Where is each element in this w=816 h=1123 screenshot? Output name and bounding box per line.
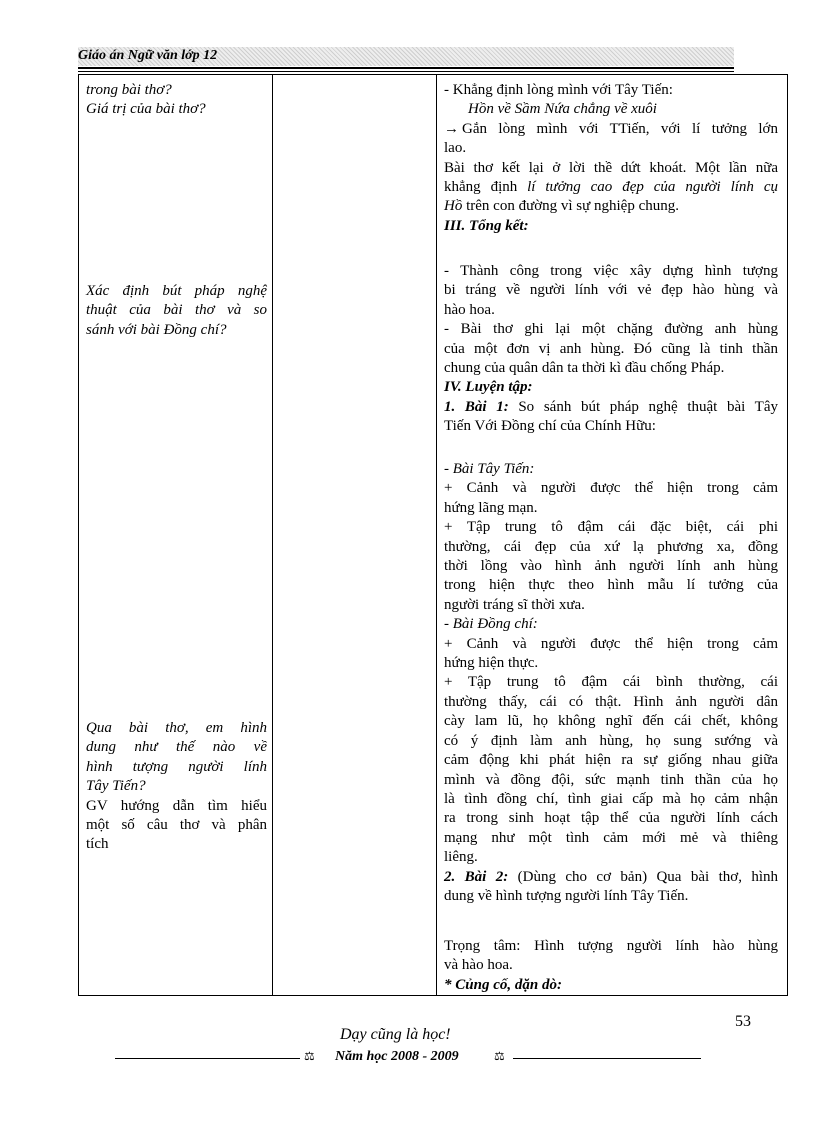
text-line: và hào hoa.: [444, 957, 513, 974]
text-line: Gắn lòng mình với TTiến, với lí tưởng lớn: [462, 120, 778, 137]
scale-ornament-icon: ⚖: [304, 1049, 315, 1063]
text-line: cày lam lũ, họ không nghĩ đến cái chết, không: [444, 713, 778, 730]
column-divider: [272, 74, 273, 996]
text-line: mình và đồng đội, sức mạnh tinh thần của họ: [444, 771, 778, 788]
text-line: tích: [86, 836, 109, 853]
subheading: - Bài Tây Tiến:: [444, 461, 535, 477]
teacher-question-block: [86, 719, 267, 855]
text-line: Trọng tâm: Hình tượng người lính hào hùng: [444, 938, 778, 954]
text-line: + Cảnh và người được thể hiện trong cảm: [444, 635, 778, 652]
footer-rule-right: [513, 1058, 701, 1059]
closing-heading: * Củng cố, dặn dò:: [444, 976, 562, 993]
text-line: + Tập trung tô đậm cái bình thường, cái: [444, 674, 778, 691]
text-line: [444, 398, 778, 417]
school-year: Năm học 2008 - 2009: [335, 1049, 459, 1064]
text-line: một số câu thơ và phân: [86, 817, 267, 834]
text-line: dung về hình tượng người lính Tây Tiến.: [444, 887, 689, 904]
text-line: của một đơn vị anh hùng. Đó cũng là tinh thần: [444, 340, 778, 357]
exercise-label: 1. Bài 1:: [444, 398, 509, 415]
text-line: ra trong sinh hoạt tập thể của người lính cách: [444, 810, 778, 827]
text-line: cảm động khi phát hiện ra sự giống nhau giữa: [444, 752, 778, 769]
teacher-question-block: [86, 282, 267, 340]
text-line: Bài thơ kết lại ở lời thề dứt khoát. Một lần nữa: [444, 159, 778, 176]
section-heading: IV. Luyện tập:: [444, 379, 533, 396]
text-line: bi tráng về người lính với vẻ đẹp hào hùng và: [444, 282, 778, 299]
text-line: là tình đồng chí, tình giai cấp mà họ cảm nhận: [444, 790, 778, 807]
text-span: lí tưởng cao đẹp của người lính cụ: [527, 179, 778, 196]
text-line: hình tượng người lính: [86, 758, 267, 775]
text-line: [444, 197, 778, 216]
text-line: thường, cái đẹp của xứ lạ phương xa, đồng: [444, 538, 778, 555]
text-line: hào hoa.: [444, 301, 495, 318]
teacher-question-block: [86, 81, 267, 120]
text-line: dung như thế nào về: [86, 739, 267, 756]
text-line: có ý định làm anh hùng, họ sung sướng và: [444, 732, 778, 749]
text-line: Qua bài thơ, em hình: [86, 720, 267, 736]
column-divider: [436, 74, 437, 996]
text-span: trên con đường vì sự nghiệp chung.: [462, 198, 680, 215]
text-line: Tiến Với Đồng chí của Chính Hữu:: [444, 418, 656, 435]
text-line: thời lồng vào hình ảnh người lính anh hùng: [444, 558, 778, 575]
text-line: Xác định bút pháp nghệ: [86, 283, 267, 299]
text-line: thường thấy, cái có thật. Hình ảnh người dân: [444, 693, 778, 710]
text-span: So sánh bút pháp nghệ thuật bài Tây: [508, 398, 779, 415]
summary-block: [444, 262, 778, 437]
text-line: [444, 178, 778, 197]
poem-line: Hồn về Sầm Nứa chẳng về xuôi: [468, 101, 657, 118]
footer-rule-left: [115, 1058, 300, 1059]
text-line: GV hướng dẫn tìm hiểu: [86, 797, 267, 814]
header-rule: [78, 67, 734, 69]
text-line: - Bài thơ ghi lại một chặng đường anh hùng: [444, 321, 778, 338]
text-line: - Thành công trong việc xây dựng hình tượng: [444, 263, 778, 279]
text-line: trong bài thơ?: [86, 82, 172, 98]
text-line: hứng hiện thực.: [444, 655, 539, 672]
lesson-content-block: [444, 81, 778, 236]
text-span: (Dùng cho cơ bản) Qua bài thơ, hình: [508, 868, 779, 885]
comparison-block: [444, 460, 778, 906]
text-line: lao.: [444, 140, 467, 157]
text-line: chung của quân dân ta thời kì đầu chống Pháp.: [444, 360, 725, 377]
text-line: liêng.: [444, 849, 478, 866]
subheading: - Bài Đồng chí:: [444, 616, 538, 633]
text-line: hứng lãng mạn.: [444, 499, 538, 516]
text-line: thuật của bài thơ và so: [86, 302, 267, 319]
text-line: Giá trị của bài thơ?: [86, 101, 206, 118]
arrow-line: [444, 120, 778, 139]
right-arrow-icon: →: [444, 120, 459, 137]
header-title: Giáo án Ngữ văn lớp 12: [78, 48, 218, 63]
text-line: sánh với bài Đồng chí?: [86, 321, 227, 338]
text-line: mạng như một tình cảm mới mẻ và thiêng: [444, 829, 778, 846]
text-line: - Khẳng định lòng mình với Tây Tiến:: [444, 82, 673, 98]
exercise-label: 2. Bài 2:: [444, 868, 509, 885]
text-line: + Cảnh và người được thể hiện trong cảm: [444, 480, 778, 497]
text-span: khẳng định: [444, 179, 528, 196]
text-line: trong hiện thực theo hình mẫu lí tưởng của: [444, 577, 778, 594]
focus-block: [444, 937, 778, 995]
page-number: 53: [735, 1013, 751, 1030]
text-line: [444, 868, 778, 887]
header-rule-thin: [78, 71, 734, 72]
text-span: Hồ: [444, 198, 463, 215]
section-heading: III. Tổng kết:: [444, 217, 529, 234]
scale-ornament-icon: ⚖: [494, 1049, 505, 1063]
footer-motto: Dạy cũng là học!: [340, 1026, 451, 1043]
text-line: người tráng sĩ thời xưa.: [444, 596, 585, 613]
text-line: + Tập trung tô đậm cái đặc biệt, cái phi: [444, 519, 778, 536]
text-line: Tây Tiến?: [86, 778, 146, 795]
